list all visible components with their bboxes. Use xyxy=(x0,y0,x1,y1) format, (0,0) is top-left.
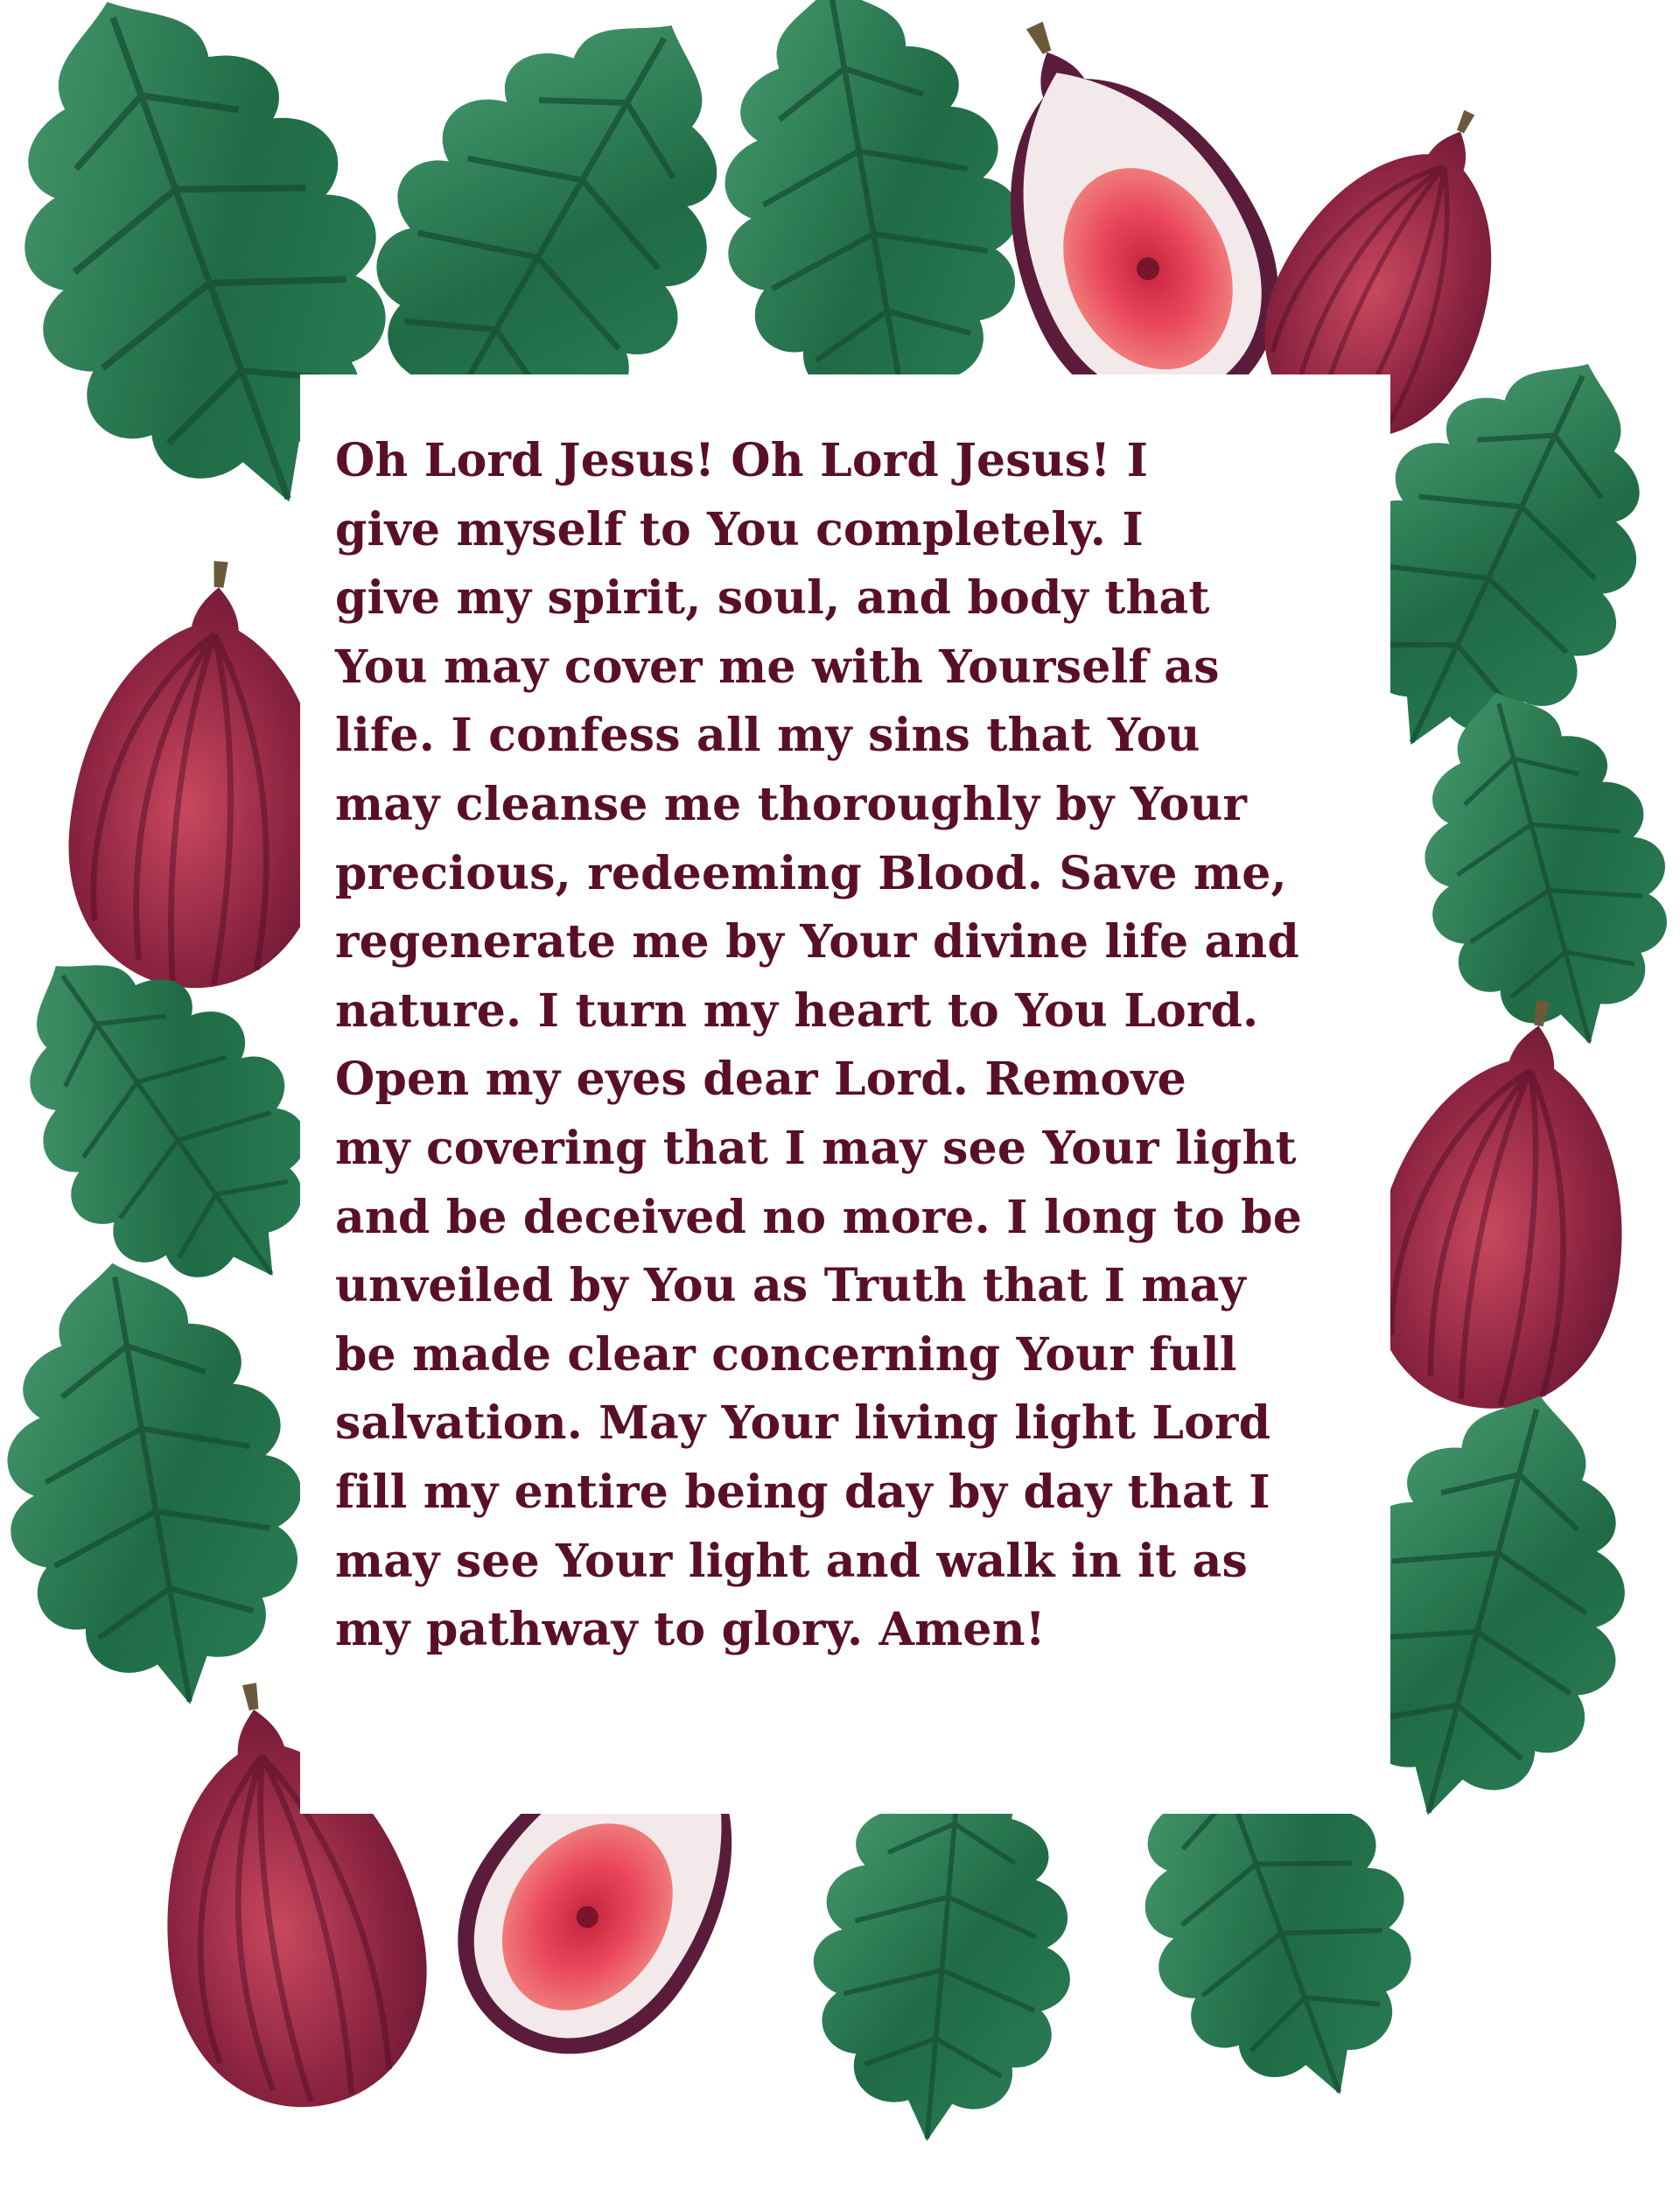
prayer-line: my covering that I may see Your light xyxy=(335,1121,1297,1175)
prayer-line: Oh Lord Jesus! Oh Lord Jesus! I xyxy=(335,434,1149,487)
prayer-line: give my spirit, soul, and body that xyxy=(335,571,1210,626)
prayer-line: give myself to You completely. I xyxy=(335,502,1144,556)
prayer-line: salvation. May Your living light Lord xyxy=(335,1396,1271,1451)
prayer-line: fill my entire being day by day that I xyxy=(335,1465,1270,1519)
prayer-line: Open my eyes dear Lord. Remove xyxy=(335,1053,1186,1107)
prayer-line: may see Your light and walk in it as xyxy=(335,1534,1248,1588)
fig-leaf-icon xyxy=(0,1237,335,1730)
prayer-line: may cleanse me thoroughly by Your xyxy=(335,777,1248,831)
prayer-line: life. I confess all my sins that You xyxy=(335,709,1200,763)
prayer-line: nature. I turn my heart to You Lord. xyxy=(335,983,1259,1038)
prayer-line: and be deceived no more. I long to be xyxy=(335,1190,1302,1244)
prayer-card xyxy=(300,374,1390,1814)
prayer-line: regenerate me by Your divine life and xyxy=(335,915,1299,969)
prayer-line: precious, redeeming Blood. Save me, xyxy=(335,846,1287,900)
whole-fig-icon xyxy=(1350,980,1663,1428)
prayer-line: unveiled by You as Truth that I may xyxy=(335,1259,1246,1313)
prayer-line: my pathway to glory. Amen! xyxy=(335,1603,1046,1657)
prayer-line: be made clear concerning Your full xyxy=(335,1327,1237,1382)
prayer-line: You may cover me with Yourself as xyxy=(335,640,1220,694)
